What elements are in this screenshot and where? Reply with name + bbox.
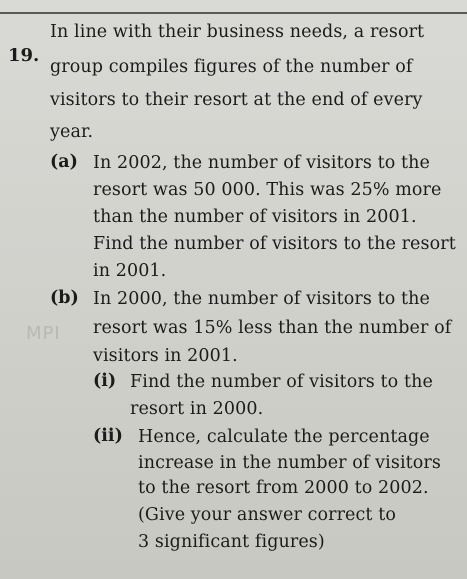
intro-line-1: In line with their business needs, a resort bbox=[50, 22, 425, 42]
part-b-ii-line-2: increase in the number of visitors bbox=[138, 453, 441, 473]
part-b-label: (b) bbox=[50, 288, 79, 308]
part-b-ii-line-5: 3 significant figures) bbox=[138, 532, 325, 552]
part-b-line-2: resort was 15% less than the number of bbox=[93, 318, 452, 338]
part-a-line-3: than the number of visitors in 2001. bbox=[93, 207, 417, 227]
part-a-line-2: resort was 50 000. This was 25% more bbox=[93, 180, 442, 200]
intro-line-3: visitors to their resort at the end of every bbox=[50, 90, 423, 110]
part-b-line-1: In 2000, the number of visitors to the bbox=[93, 289, 430, 309]
margin-pencil-note: MPI bbox=[26, 323, 61, 344]
top-rule bbox=[0, 12, 467, 14]
intro-line-2: group compiles figures of the number of bbox=[50, 57, 413, 77]
intro-line-4: year. bbox=[50, 122, 94, 142]
part-b-i-label: (i) bbox=[93, 371, 117, 391]
part-a-line-5: in 2001. bbox=[93, 261, 167, 281]
part-b-ii-line-4: (Give your answer correct to bbox=[138, 505, 396, 525]
part-b-ii-line-1: Hence, calculate the percentage bbox=[138, 427, 430, 447]
part-b-ii-line-3: to the resort from 2000 to 2002. bbox=[138, 478, 429, 498]
part-a-label: (a) bbox=[50, 152, 78, 172]
part-b-ii-label: (ii) bbox=[93, 426, 123, 446]
part-a-line-4: Find the number of visitors to the resort bbox=[93, 234, 456, 254]
part-b-i-line-2: resort in 2000. bbox=[130, 399, 264, 419]
part-b-i-line-1: Find the number of visitors to the bbox=[130, 372, 433, 392]
question-number: 19. bbox=[8, 45, 40, 66]
part-a-line-1: In 2002, the number of visitors to the bbox=[93, 153, 430, 173]
part-b-line-3: visitors in 2001. bbox=[93, 346, 238, 366]
